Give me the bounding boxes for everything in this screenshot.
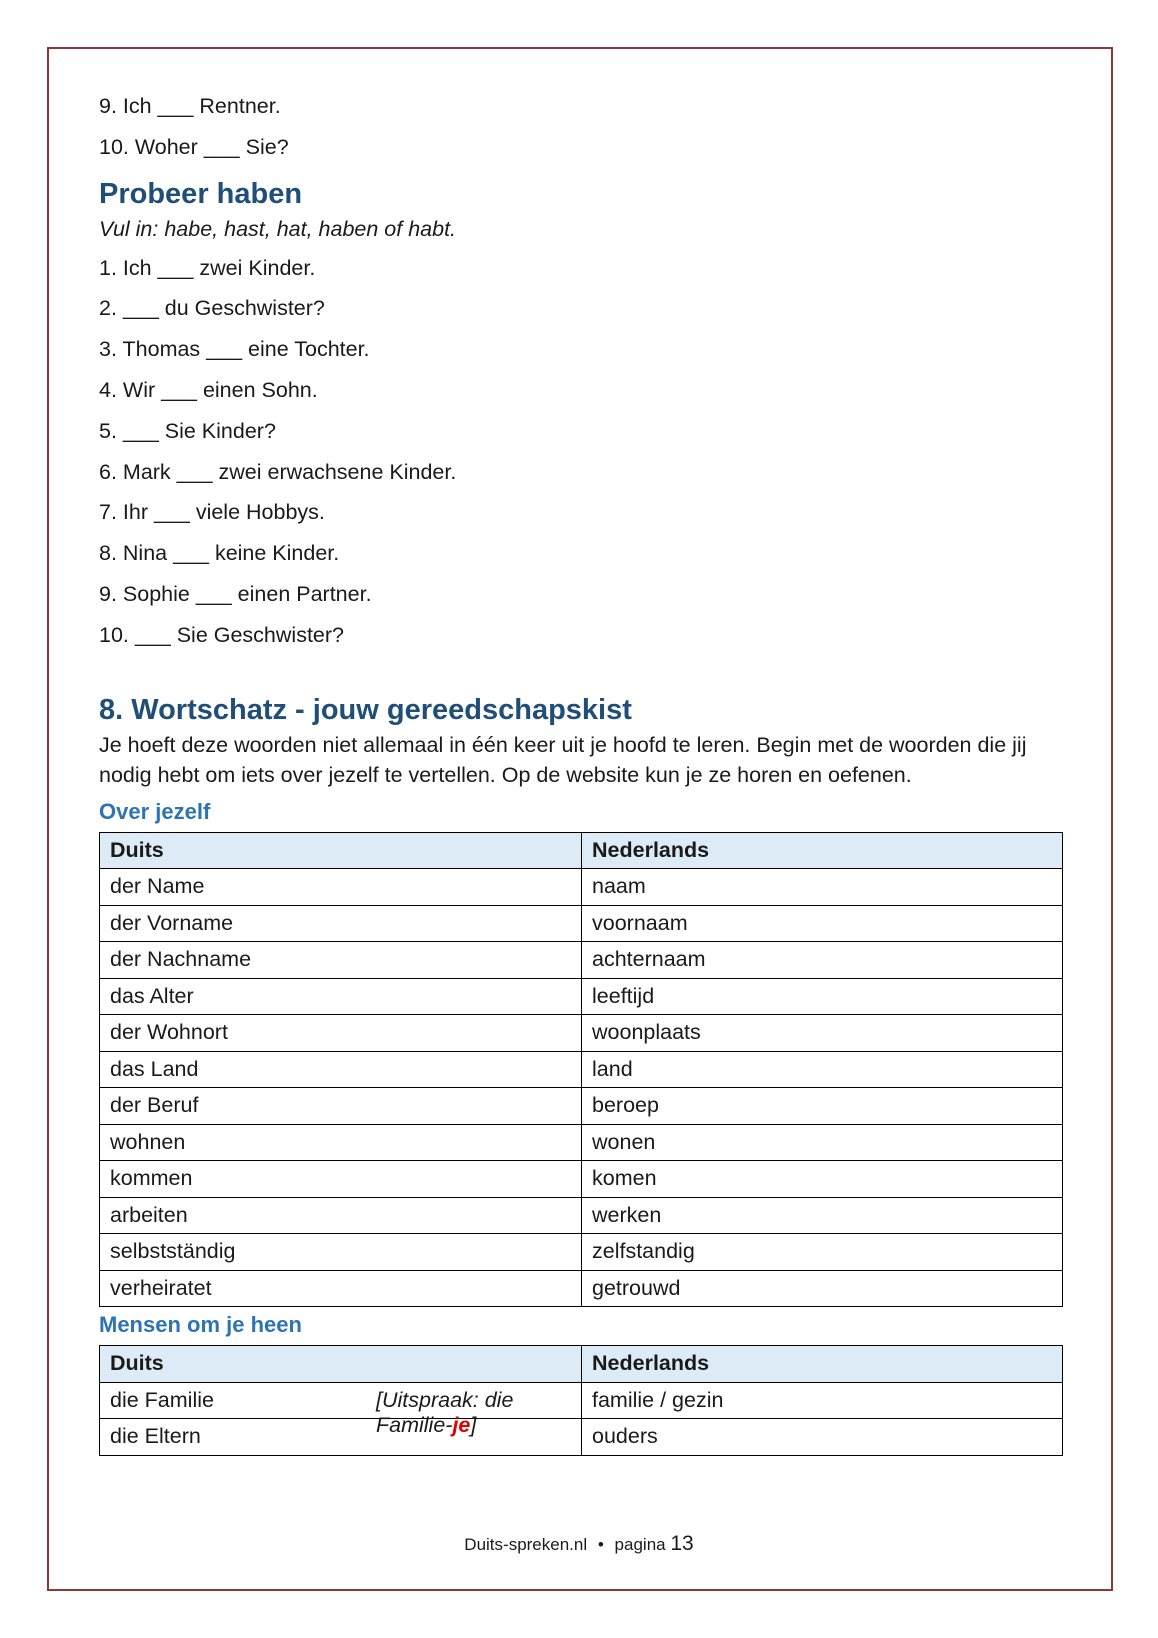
german-word: wohnen [100,1124,582,1161]
table-row [100,978,1063,1015]
exercise-item: 7. Ihr ___ viele Hobbys. [99,500,325,525]
page-content [99,86,1063,1456]
exercise-item: 9. Sophie ___ einen Partner. [99,581,372,606]
german-word: der Vorname [100,905,582,942]
dutch-word: familie / gezin [582,1382,1063,1419]
exercise-item: 9. Ich ___ Rentner. [99,94,281,118]
table-row [100,1197,1063,1234]
vocab-table-over-jezelf [99,832,1063,1308]
table-row [100,1234,1063,1271]
german-word: das Alter [100,978,582,1015]
dutch-word: werken [582,1197,1063,1234]
german-word: der Wohnort [100,1015,582,1052]
column-header-nederlands: Nederlands [582,832,1063,869]
sein-exercise-tail [99,86,1063,168]
table-row [100,1419,1063,1456]
wortschatz-section [99,690,1063,1456]
table-header-row [100,1346,1063,1383]
column-header-duits: Duits [100,1346,582,1383]
exercise-item: 4. Wir ___ einen Sohn. [99,377,318,402]
table-row [100,1161,1063,1198]
table-row [100,1382,1063,1419]
dutch-word: land [582,1051,1063,1088]
pronunciation-highlight: je [452,1412,471,1437]
table-header-row [100,832,1063,869]
exercise-item: 6. Mark ___ zwei erwachsene Kinder. [99,459,457,484]
german-word: kommen [100,1161,582,1198]
footer-page-label: pagina [614,1535,666,1554]
table-row [100,942,1063,979]
german-word: verheiratet [100,1270,582,1307]
wortschatz-heading: 8. Wortschatz - jouw gereedschapskist [99,693,632,726]
footer-separator: • [597,1535,604,1554]
dutch-word: voornaam [582,905,1063,942]
dutch-word: woonplaats [582,1015,1063,1052]
exercise-item: 2. ___ du Geschwister? [99,296,325,321]
pronunciation-prefix: [Uitspraak: die Familie- [376,1387,514,1437]
exercise-item: 10. Woher ___ Sie? [99,134,289,159]
section-title-over-jezelf: Over jezelf [99,798,211,824]
german-word: das Land [100,1051,582,1088]
exercise-item: 10. ___ Sie Geschwister? [99,622,344,647]
dutch-word: ouders [582,1419,1063,1456]
dutch-word: leeftijd [582,978,1063,1015]
table-row [100,1124,1063,1161]
table-row [100,905,1063,942]
german-word: der Beruf [100,1088,582,1125]
german-word: der Nachname [100,942,582,979]
exercise-item: 5. ___ Sie Kinder? [99,418,276,443]
footer-site: Duits-spreken.nl [464,1535,588,1554]
table-row [100,1270,1063,1307]
wortschatz-intro: Je hoeft deze woorden niet allemaal in één keer uit je hoofd te leren. Begin met de woorden die jij nodig hebt om iets over jezelf te vertellen. Op de website kun je ze horen en oefenen. [99,732,1027,787]
dutch-word: zelfstandig [582,1234,1063,1271]
german-word: selbstständig [100,1234,582,1271]
dutch-word: komen [582,1161,1063,1198]
vocab-table-mensen-om-je-heen [99,1345,1063,1456]
german-word: der Name [100,869,582,906]
exercise-item: 8. Nina ___ keine Kinder. [99,541,340,566]
page-footer [0,1532,1158,1556]
table-row [100,1088,1063,1125]
footer-page-number: 13 [670,1532,694,1555]
table-row [100,1015,1063,1052]
table-row [100,1051,1063,1088]
exercise-item: 3. Thomas ___ eine Tochter. [99,337,370,362]
dutch-word: naam [582,869,1063,906]
table-row [100,869,1063,906]
german-word: die Eltern [100,1419,582,1456]
pronunciation-suffix: ] [470,1412,477,1437]
haben-exercise [99,174,1063,656]
haben-instruction: Vul in: habe, hast, hat, haben of habt. [99,216,457,241]
dutch-word: achternaam [582,942,1063,979]
dutch-word: beroep [582,1088,1063,1125]
section-title-mensen-om-je-heen: Mensen om je heen [99,1312,302,1338]
exercise-item: 1. Ich ___ zwei Kinder. [99,255,316,280]
dutch-word: getrouwd [582,1270,1063,1307]
german-word: arbeiten [100,1197,582,1234]
german-word: die Familie [110,1387,214,1412]
column-header-duits: Duits [100,832,582,869]
pronunciation-note [376,1388,581,1438]
haben-heading: Probeer haben [99,177,303,210]
dutch-word: wonen [582,1124,1063,1161]
column-header-nederlands: Nederlands [582,1346,1063,1383]
